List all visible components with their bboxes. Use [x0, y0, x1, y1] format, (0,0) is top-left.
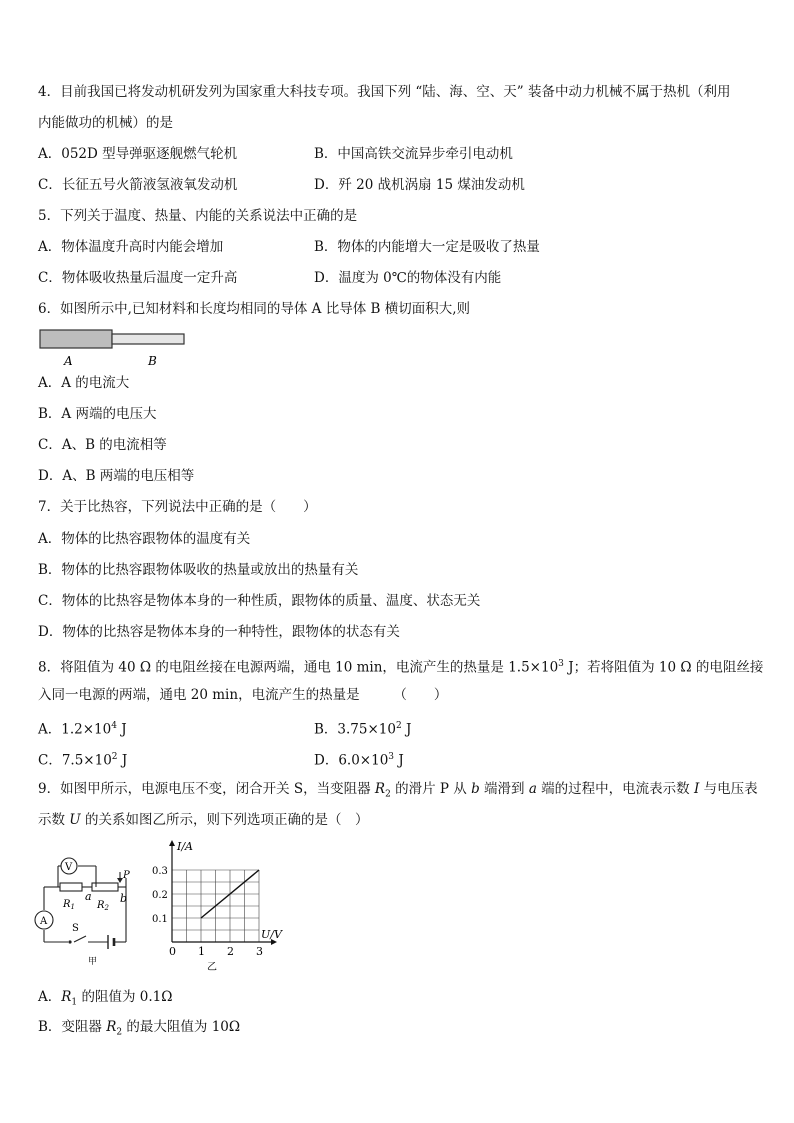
conductor-a — [40, 330, 112, 348]
x-tick-label: 1 — [198, 945, 205, 958]
q8-a-exp: 4 — [111, 721, 117, 731]
q8-d-unit: J — [394, 752, 404, 769]
q8-stem-exp: 3 — [558, 659, 564, 669]
conductor-b — [112, 334, 184, 344]
q9-s1a: 9．如图甲所示，电源电压不变，闭合开关 S，当变阻器 — [38, 781, 375, 797]
conductor-figure — [38, 328, 198, 370]
circuit-diagram — [34, 850, 156, 970]
q6-option-c: C．A、B 的电流相等 — [38, 437, 167, 453]
q4-option-a: A．052D 型导弹驱逐舰燃气轮机 — [38, 146, 238, 162]
q4-stem-line2: 内能做功的机械）的是 — [38, 115, 173, 131]
y-tick-label: 0.1 — [152, 914, 168, 925]
x-axis-label: U/V — [261, 928, 282, 941]
q8-b-unit: J — [401, 721, 412, 738]
q9-s1b: 的滑片 P 从 — [390, 781, 472, 797]
q7-option-a: A．物体的比热容跟物体的温度有关 — [38, 531, 251, 547]
q6-option-b: B．A 两端的电压大 — [38, 406, 157, 422]
q8-option-d — [314, 748, 404, 770]
y-tick-label: 0.2 — [152, 890, 168, 901]
q8-c-exp: 2 — [111, 752, 118, 762]
q8-b-base: B．3.75×10 — [314, 721, 396, 738]
q9-s1e: 与电压表 — [699, 781, 758, 797]
q9-option-a — [38, 988, 172, 1012]
q9-a-sub: 1 — [71, 997, 78, 1008]
q9-b-r: R — [106, 1019, 117, 1035]
ammeter-icon: A — [40, 916, 48, 927]
q4-option-c: C．长征五号火箭液氢液氧发动机 — [38, 177, 238, 193]
q7-stem: 7．关于比热容，下列说法中正确的是（ ） — [38, 499, 317, 515]
figure-caption-yi: 乙 — [207, 962, 217, 973]
q8-a-base: A．1.2×10 — [38, 721, 112, 738]
q5-option-a: A．物体温度升高时内能会增加 — [38, 239, 224, 255]
x-tick-label: 0 — [169, 945, 176, 958]
q8-c-base: C．7.5×10 — [38, 752, 112, 769]
q8-stem-part1: 8．将阻值为 40 Ω 的电阻丝接在电源两端，通电 10 min，电流产生的热量是 1.5×10 — [38, 659, 559, 676]
q9-s1bvar: b — [471, 781, 480, 797]
q9-s2b: 的关系如图乙所示，则下列选项正确的是（ ） — [80, 812, 369, 828]
q8-d-exp: 3 — [388, 752, 395, 762]
q4-option-b: B．中国高铁交流异步牵引电动机 — [314, 146, 513, 162]
resistor-r1-label: $R_1$ — [63, 899, 75, 911]
q9-a-pre: A． — [38, 989, 62, 1005]
q9-b-post: 的最大阻值为 10Ω — [122, 1019, 241, 1035]
iu-graph — [150, 838, 290, 978]
q9-s1r: R — [374, 781, 386, 797]
q6-option-a: A．A 的电流大 — [38, 375, 130, 391]
q8-c-unit: J — [117, 752, 128, 769]
q6-stem: 6．如图所示中,已知材料和长度均相同的导体 A 比导体 B 横切面积大,则 — [38, 301, 471, 317]
q9-s2U: U — [69, 812, 81, 828]
terminal-label-b: b — [120, 892, 128, 905]
x-tick-label: 2 — [227, 945, 234, 958]
q9-a-r: R — [61, 989, 72, 1005]
x-tick-label: 3 — [256, 945, 263, 958]
figure-caption-jia: 甲 — [88, 957, 98, 967]
q8-option-c — [38, 748, 127, 770]
q5-stem: 5．下列关于温度、热量、内能的关系说法中正确的是 — [38, 208, 358, 224]
q7-option-d: D．物体的比热容是物体本身的一种特性，跟物体的状态有关 — [38, 624, 400, 640]
q8-option-b — [314, 717, 411, 739]
q9-s2a: 示数 — [38, 812, 70, 828]
q4-option-d: D．歼 20 战机涡扇 15 煤油发动机 — [314, 177, 525, 193]
conductor-a-label: A — [64, 354, 73, 368]
q8-stem-line2: 入同一电源的两端，通电 20 min，电流产生的热量是 （ ） — [38, 687, 448, 703]
q8-option-a — [38, 717, 127, 739]
q5-option-d: D．温度为 0℃的物体没有内能 — [314, 270, 502, 286]
y-axis-label: I/A — [177, 840, 193, 853]
q7-option-c: C．物体的比热容是物体本身的一种性质，跟物体的质量、温度、状态无关 — [38, 593, 481, 609]
q9-b-pre: B．变阻器 — [38, 1019, 107, 1035]
slider-label-p: P — [123, 870, 130, 881]
voltmeter-icon: V — [65, 862, 73, 873]
q9-s1d: 端的过程中，电流表示数 — [536, 781, 694, 797]
terminal-label-a: a — [85, 890, 92, 903]
q8-stem-part2: J；若将阻值为 10 Ω 的电阻丝接 — [563, 659, 764, 676]
q9-stem-line2 — [38, 811, 368, 829]
q9-s1avar: a — [528, 781, 537, 797]
q8-d-base: D．6.0×10 — [314, 752, 389, 769]
q8-stem-line1 — [38, 655, 763, 677]
switch-label-s: S — [72, 923, 79, 934]
resistor-r2-label: $R_2$ — [97, 900, 109, 912]
q9-b-sub: 2 — [116, 1027, 123, 1038]
conductor-b-label: B — [148, 354, 157, 368]
q9-s1c: 端滑到 — [479, 781, 529, 797]
y-axis-arrow-icon — [169, 840, 175, 846]
q9-s1rsub: 2 — [385, 789, 391, 800]
q7-option-b: B．物体的比热容跟物体吸收的热量或放出的热量有关 — [38, 562, 359, 578]
q6-option-d: D．A、B 两端的电压相等 — [38, 468, 195, 484]
q5-option-c: C．物体吸收热量后温度一定升高 — [38, 270, 238, 286]
q9-a-post: 的阻值为 0.1Ω — [77, 989, 173, 1005]
q9-stem-line1 — [38, 780, 758, 804]
q8-b-exp: 2 — [395, 721, 402, 731]
q8-a-unit: J — [116, 721, 127, 738]
q5-option-b: B．物体的内能增大一定是吸收了热量 — [314, 239, 540, 255]
y-tick-label: 0.3 — [152, 866, 168, 877]
q9-option-b — [38, 1018, 240, 1042]
q4-stem-line1: 4．目前我国已将发动机研发列为国家重大科技专项。我国下列 “陆、海、空、天” 装备中动力机械不属于热机（利用 — [38, 84, 731, 100]
q9-s1I: I — [693, 781, 700, 797]
